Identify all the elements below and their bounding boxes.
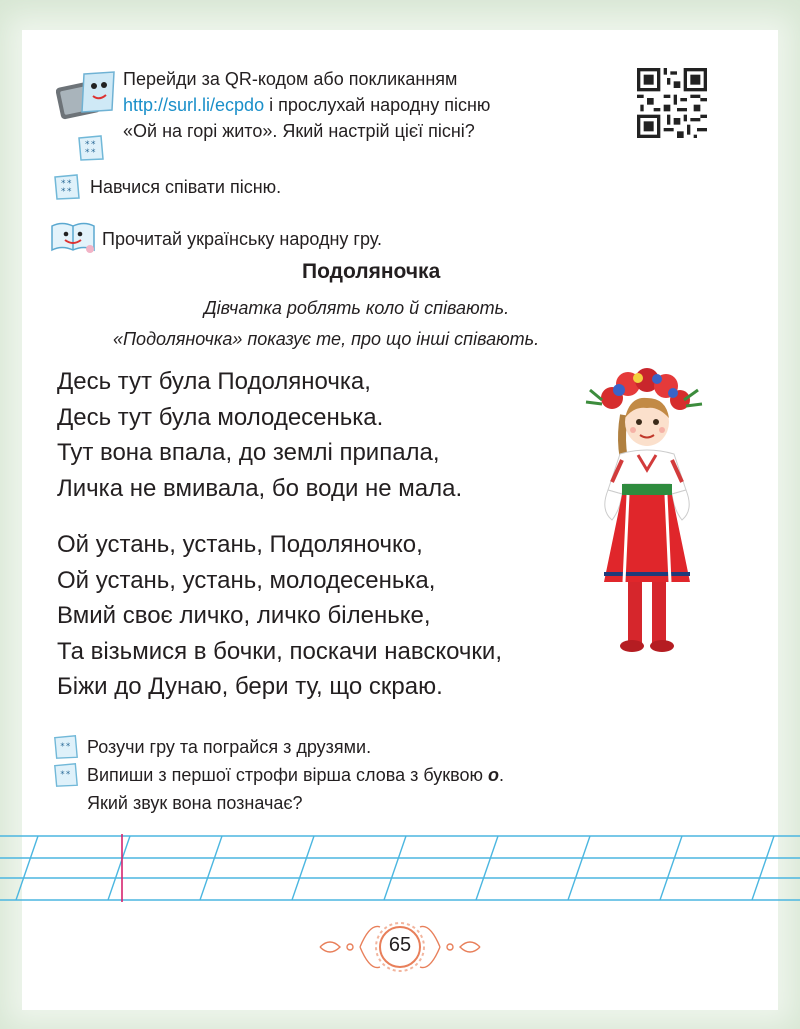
qr-task-line2-rest: і прослухай народну пісню [264, 95, 491, 115]
task-write-line2: Який звук вона позначає? [87, 793, 303, 813]
svg-text:*: * [67, 179, 72, 189]
svg-text:*: * [67, 187, 72, 197]
stars-icon [51, 733, 81, 761]
poem-line: Тут вона впала, до землі припала, [57, 439, 440, 466]
book-icon [50, 220, 96, 254]
task-write-line1 [87, 762, 504, 788]
game-subtitle-1: Дівчатка роблять коло й співають. [204, 298, 510, 318]
poem-line: Ой устань, устань, молодесенька, [57, 566, 436, 594]
poem-line: Вмий своє личко, личко біленьке, [57, 602, 431, 629]
svg-text:*: * [61, 179, 66, 189]
tablet-icon [56, 70, 118, 120]
stars-icon [76, 133, 106, 163]
game-title: Подоляночка [302, 260, 441, 283]
svg-text:*: * [60, 768, 65, 779]
song-link[interactable]: http://surl.li/ecpdo [123, 95, 265, 115]
letter-o: о [488, 765, 499, 785]
task-write-after: . [499, 765, 505, 785]
qr-code[interactable] [637, 68, 707, 138]
stars-icon [51, 761, 81, 789]
svg-text:*: * [85, 148, 90, 158]
poem-line: Та візьмися в бочки, поскачи навскочки, [57, 637, 503, 665]
poem-line: Ой устань, устань, Подоляночко, [57, 531, 423, 558]
qr-task-line1: Перейди за QR-кодом або покликанням [123, 69, 458, 89]
qr-task-line3: «Ой на горі жито». Який настрій цієї пісні? [123, 121, 475, 141]
girl-illustration [572, 360, 712, 660]
svg-text:*: * [85, 140, 90, 150]
svg-text:*: * [66, 740, 71, 751]
stanza-2 [57, 527, 502, 705]
writing-lines[interactable] [0, 830, 800, 908]
poem-line: Личка не вмивала, бо води не мала. [57, 474, 463, 502]
svg-text:*: * [91, 140, 96, 150]
svg-text:*: * [60, 740, 65, 751]
task-play: Розучи гру та пограйся з друзями. [87, 737, 372, 757]
page-number: 65 [388, 934, 412, 956]
stanza-1 [57, 364, 462, 506]
game-subtitle-2: «Подоляночка» показує те, про що інші співають. [113, 329, 540, 349]
svg-text:*: * [66, 768, 71, 779]
poem-line: Десь тут була молодесенька. [57, 403, 384, 431]
task-sing: Навчися співати пісню. [90, 177, 282, 197]
task-write-before: Випиши з першої строфи вірша слова з буквою [87, 765, 488, 785]
qr-task-line2 [123, 92, 490, 118]
task-read: Прочитай українську народну гру. [102, 229, 382, 249]
svg-text:*: * [91, 148, 96, 158]
poem-line: Десь тут була Подоляночка, [57, 368, 371, 395]
stars-icon [52, 172, 82, 202]
svg-text:*: * [61, 187, 66, 197]
poem-line: Біжи до Дунаю, бери ту, що скраю. [57, 673, 443, 700]
